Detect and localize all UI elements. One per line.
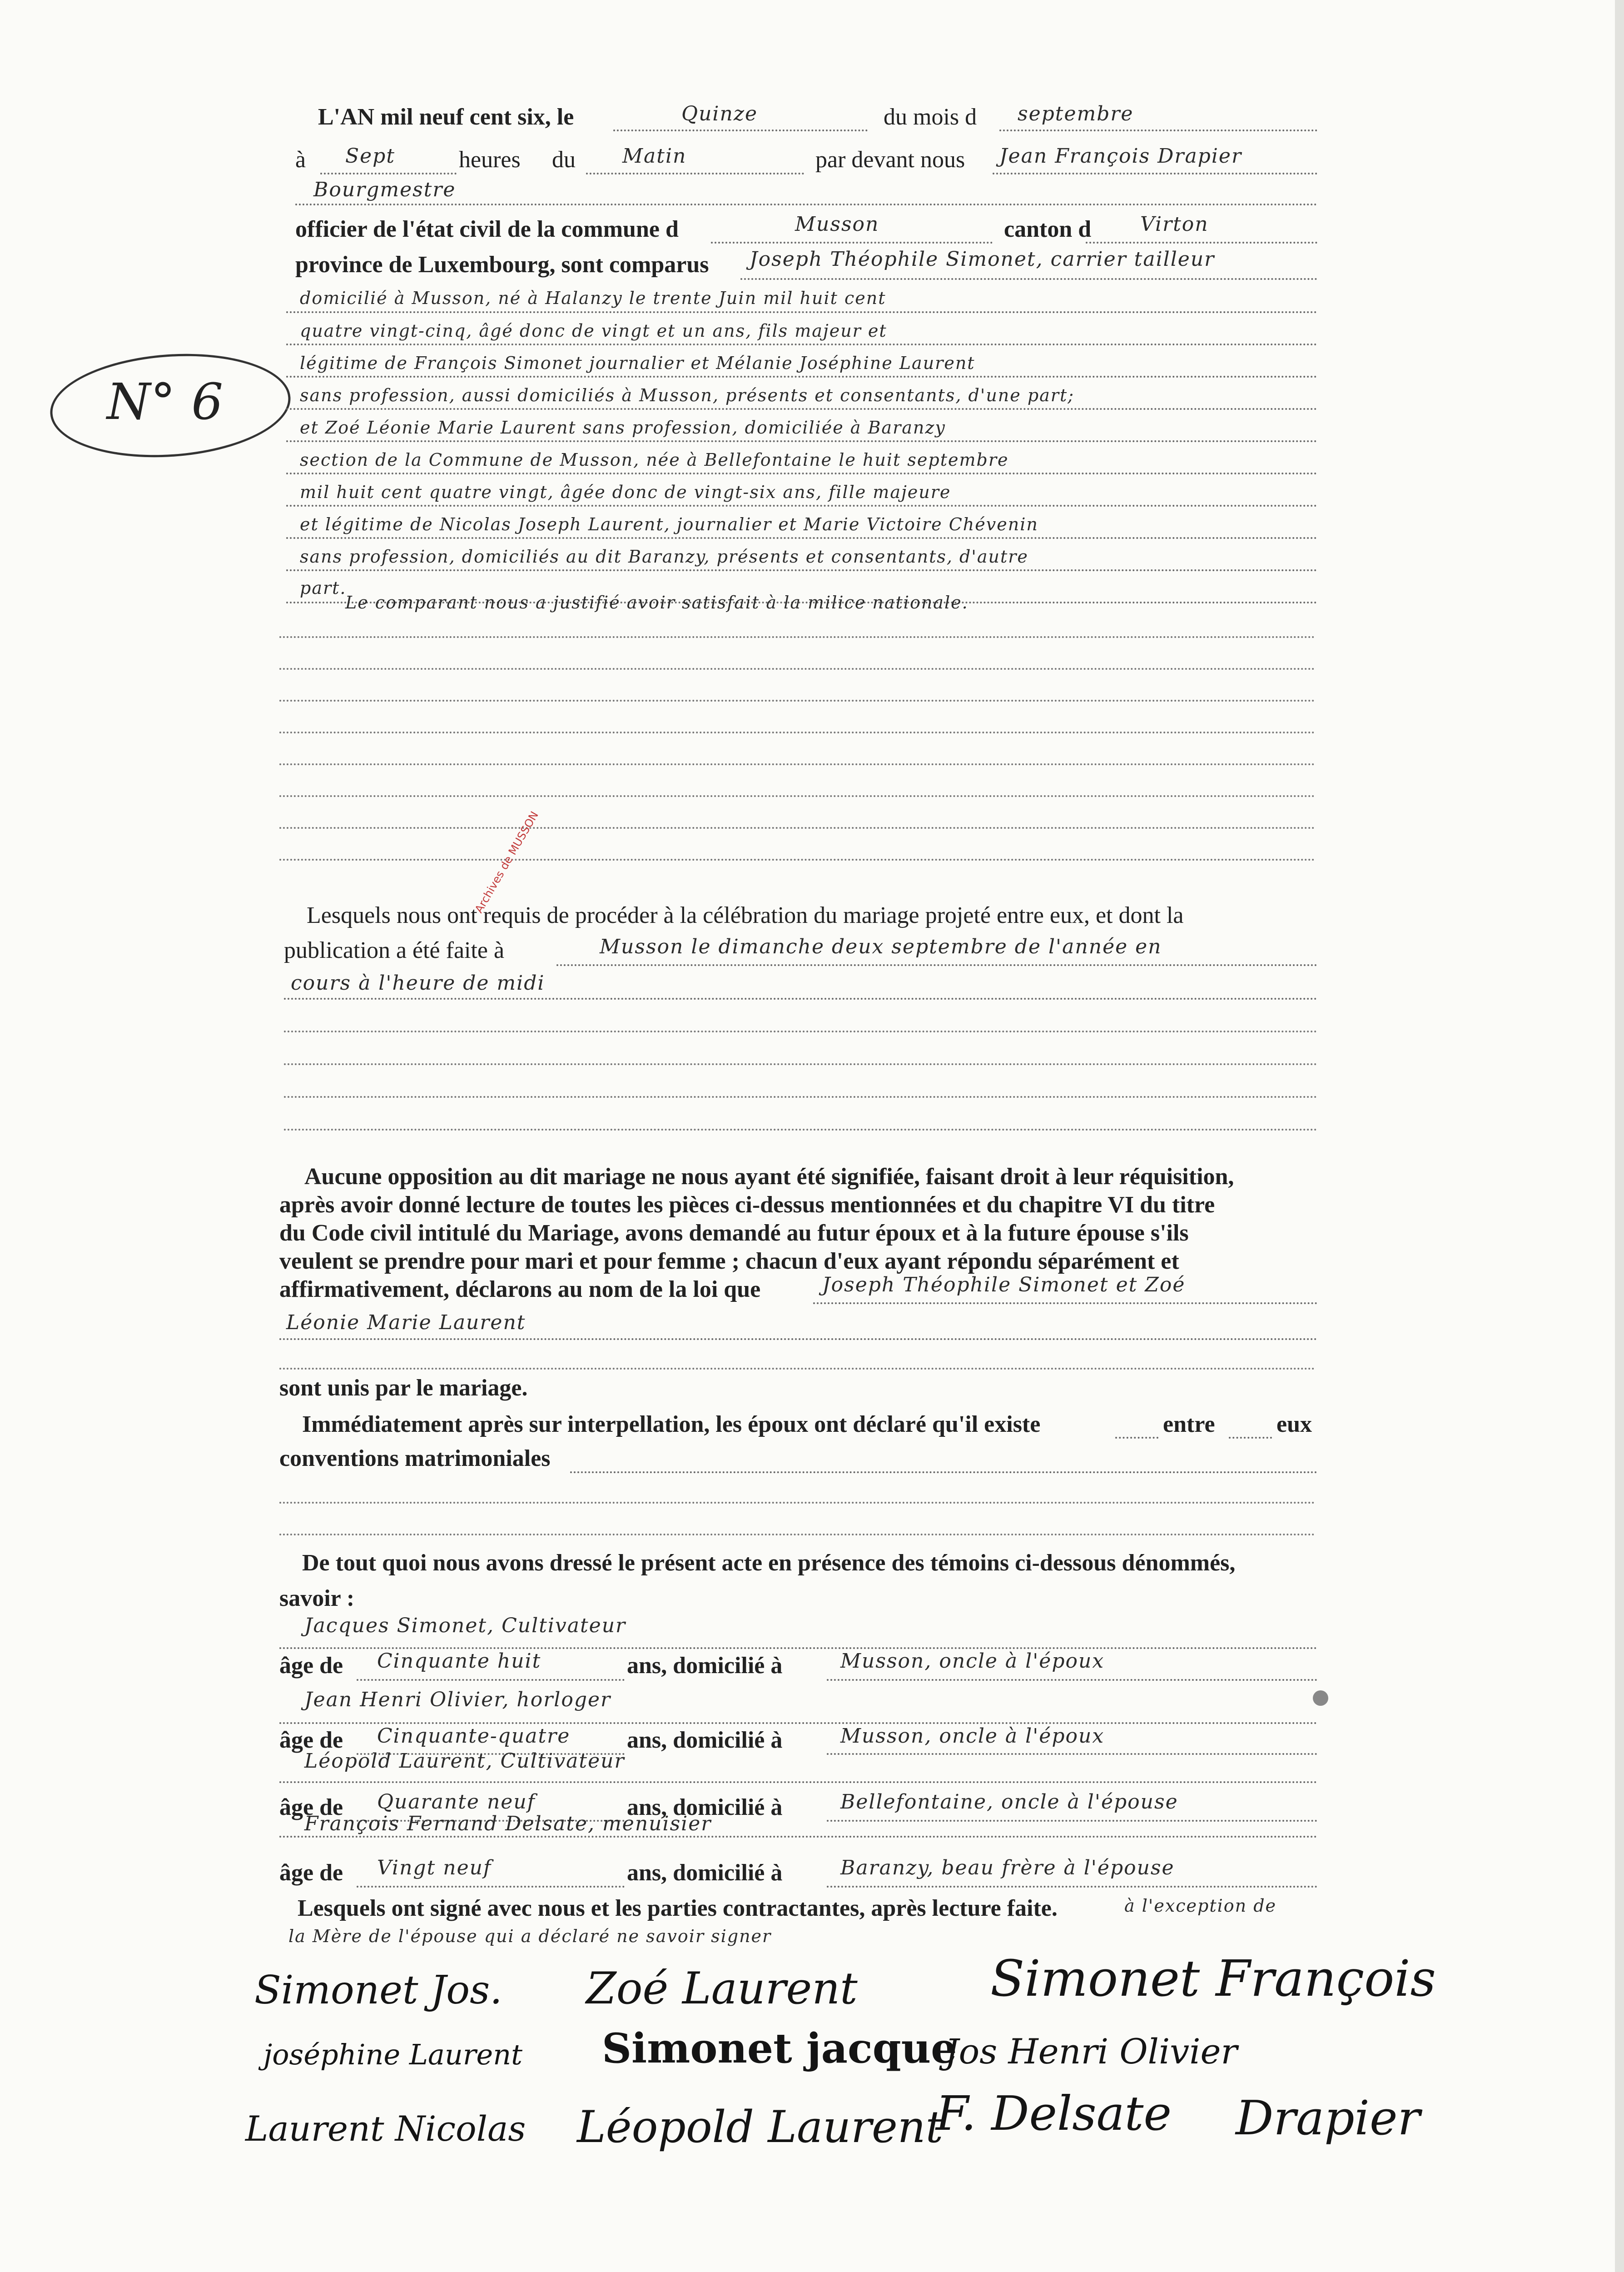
declaration-line: Aucune opposition au dit mariage ne nous ayant été signifiée, faisant droit à leur réquisition, xyxy=(304,1164,1234,1190)
witnesses-intro: De tout quoi nous avons dressé le présent acte en présence des témoins ci-dessous dénommés, xyxy=(302,1550,1236,1576)
dotted-line xyxy=(1115,1437,1158,1439)
dotted-line xyxy=(279,1781,1317,1783)
closing-exception-2: la Mère de l'épouse qui a déclaré ne savoir signer xyxy=(288,1926,772,1946)
conventions-label: conventions matrimoniales xyxy=(279,1445,551,1471)
officer-name: Jean François Drapier xyxy=(999,144,1242,168)
parties-line: domicilié à Musson, né à Halanzy le trente Juin mil huit cent xyxy=(300,288,886,308)
signature-witness-3: Léopold Laurent xyxy=(577,2102,944,2152)
archive-stamp: Archives de MUSSON xyxy=(472,809,541,915)
dotted-line xyxy=(613,130,868,131)
witness-3-residence: Bellefontaine, oncle à l'épouse xyxy=(840,1790,1178,1814)
spouses-names-1: Joseph Théophile Simonet et Zoé xyxy=(822,1273,1186,1296)
dotted-line xyxy=(286,440,1317,442)
dotted-line xyxy=(827,1886,1317,1888)
declaration-line: affirmativement, déclarons au nom de la loi que xyxy=(279,1276,761,1302)
blank-rule xyxy=(279,1502,1315,1504)
blank-rule xyxy=(279,700,1315,702)
dotted-line xyxy=(286,473,1317,474)
canton-label: canton d xyxy=(1004,216,1092,242)
interpellation-text: Immédiatement après sur interpellation, les époux ont déclaré qu'il existe xyxy=(302,1411,1041,1437)
dotted-line xyxy=(556,964,1317,966)
du-label: du xyxy=(552,147,576,173)
publication-place-date: Musson le dimanche deux septembre de l'année en xyxy=(600,935,1162,958)
witness-2-age: Cinquante-quatre xyxy=(377,1724,571,1748)
publication-line-1: Lesquels nous ont requis de procéder à la célébration du mariage projeté entre eux, et dont la xyxy=(307,902,1184,928)
a-label: à xyxy=(295,147,306,173)
dotted-line xyxy=(813,1302,1317,1304)
punch-hole xyxy=(1313,1690,1328,1706)
entry-number: N° 6 xyxy=(107,373,223,431)
dotted-line xyxy=(286,311,1317,313)
month-label: du mois d xyxy=(884,104,977,130)
spouses-names-2: Léonie Marie Laurent xyxy=(286,1311,526,1334)
blank-rule xyxy=(279,795,1315,797)
blank-rule xyxy=(279,1534,1315,1535)
dotted-line xyxy=(279,1722,1317,1724)
witness-age-label: âge de xyxy=(279,1860,343,1886)
blank-rule xyxy=(284,1063,1317,1065)
dotted-line xyxy=(279,1836,1317,1838)
witness-age-label: âge de xyxy=(279,1794,343,1820)
parties-line: et Zoé Léonie Marie Laurent sans profession, domiciliée à Baranzy xyxy=(300,418,946,438)
dotted-line xyxy=(827,1679,1317,1681)
witness-1-age: Cinquante huit xyxy=(377,1649,541,1673)
groom-name: Joseph Théophile Simonet, carrier tailleur xyxy=(750,248,1215,271)
witness-ans-label: ans, domicilié à xyxy=(627,1860,783,1886)
blank-rule xyxy=(279,827,1315,829)
witness-2-name: Jean Henri Olivier, horloger xyxy=(304,1688,611,1711)
dotted-line xyxy=(1229,1437,1272,1439)
parties-line: section de la Commune de Musson, née à Bellefontaine le huit septembre xyxy=(300,450,1009,470)
dotted-line xyxy=(1086,242,1317,244)
declaration-line: du Code civil intitulé du Mariage, avons demandé au futur époux et à la future épouse s'ils xyxy=(279,1220,1189,1246)
month-value: septembre xyxy=(1018,102,1134,125)
parties-line: sans profession, domiciliés au dit Baranzy, présents et consentants, d'autre xyxy=(300,547,1028,567)
witness-3-name: Léopold Laurent, Cultivateur xyxy=(304,1749,625,1773)
witness-age-label: âge de xyxy=(279,1727,343,1753)
witness-ans-label: ans, domicilié à xyxy=(627,1727,783,1753)
witness-2-residence: Musson, oncle à l'époux xyxy=(840,1724,1105,1748)
province-label: province de Luxembourg, sont comparus xyxy=(295,252,709,278)
dotted-line xyxy=(286,408,1317,410)
dotted-line xyxy=(295,204,1317,205)
witness-1-name: Jacques Simonet, Cultivateur xyxy=(304,1614,626,1637)
dotted-line xyxy=(999,130,1317,131)
dotted-line xyxy=(320,173,457,174)
parties-line: et légitime de Nicolas Joseph Laurent, journalier et Marie Victoire Chévenin xyxy=(300,514,1038,534)
dotted-line xyxy=(279,1647,1317,1649)
united-text: sont unis par le mariage. xyxy=(279,1375,528,1401)
witness-4-age: Vingt neuf xyxy=(377,1856,492,1879)
dotted-line xyxy=(286,569,1317,571)
dotted-line xyxy=(570,1471,1317,1473)
officer-title: Bourgmestre xyxy=(313,178,456,201)
hour-value: Sept xyxy=(345,144,396,168)
canton-value: Virton xyxy=(1140,213,1209,236)
dotted-line xyxy=(286,376,1317,378)
signature-father-bride: Laurent Nicolas xyxy=(245,2108,526,2149)
dotted-line xyxy=(993,173,1317,174)
signature-officer: Drapier xyxy=(1236,2090,1420,2146)
parties-line: mil huit cent quatre vingt, âgée donc de vingt-six ans, fille majeure xyxy=(300,482,951,502)
signature-groom: Simonet Jos. xyxy=(254,1968,502,2013)
closing-printed: Lesquels ont signé avec nous et les parties contractantes, après lecture faite. xyxy=(298,1895,1058,1921)
period-value: Matin xyxy=(622,144,687,168)
signature-father-groom: Simonet François xyxy=(990,1949,1436,2008)
blank-rule xyxy=(284,1031,1317,1032)
dotted-line xyxy=(279,1338,1317,1340)
parties-line: part. xyxy=(300,578,347,598)
signature-witness-4: F. Delsate xyxy=(936,2086,1172,2141)
dotted-line xyxy=(711,242,993,244)
par-devant-label: par devant nous xyxy=(815,147,965,173)
dotted-line xyxy=(357,1886,625,1888)
witness-4-name: François Fernand Delsate, menuisier xyxy=(304,1812,712,1835)
witness-ans-label: ans, domicilié à xyxy=(627,1794,783,1820)
scan-edge xyxy=(1615,0,1624,2272)
witness-age-label: âge de xyxy=(279,1653,343,1679)
commune-value: Musson xyxy=(795,213,879,236)
blank-rule xyxy=(279,668,1315,670)
parties-line: légitime de François Simonet journalier et Mélanie Joséphine Laurent xyxy=(300,353,975,373)
witness-4-residence: Baranzy, beau frère à l'épouse xyxy=(840,1856,1175,1879)
blank-rule xyxy=(279,1368,1315,1370)
blank-rule xyxy=(279,859,1315,861)
officer-label: officier de l'état civil de la commune d xyxy=(295,216,679,242)
day-value: Quinze xyxy=(681,102,758,125)
entre-label: entre xyxy=(1163,1411,1215,1437)
witness-ans-label: ans, domicilié à xyxy=(627,1653,783,1679)
signature-bride: Zoé Laurent xyxy=(586,1963,858,2014)
dotted-line xyxy=(357,1679,625,1681)
signature-witness-2: Jos Henri Olivier xyxy=(945,2031,1237,2072)
heures-label: heures xyxy=(459,147,521,173)
publication-line-2: publication a été faite à xyxy=(284,937,505,963)
witness-1-residence: Musson, oncle à l'époux xyxy=(840,1649,1105,1673)
blank-rule xyxy=(279,763,1315,765)
dotted-line xyxy=(740,278,1317,280)
dotted-line xyxy=(286,505,1317,507)
header-year-label: L'AN mil neuf cent six, le xyxy=(318,104,574,130)
savoir-label: savoir : xyxy=(279,1585,355,1611)
dotted-line xyxy=(286,537,1317,539)
declaration-line: après avoir donné lecture de toutes les pièces ci-dessus mentionnées et du chapitre VI du titre xyxy=(279,1192,1215,1218)
eux-label: eux xyxy=(1276,1411,1312,1437)
blank-rule xyxy=(279,636,1315,638)
dotted-line xyxy=(827,1753,1317,1755)
parties-line: Le comparant nous a justifié avoir satisfait à la milice nationale. xyxy=(345,593,968,613)
parties-line: quatre vingt-cinq, âgé donc de vingt et un ans, fils majeur et xyxy=(300,321,887,341)
publication-place-date-cont: cours à l'heure de midi xyxy=(291,972,545,995)
dotted-line xyxy=(586,173,804,174)
blank-rule xyxy=(279,732,1315,733)
blank-rule xyxy=(284,1129,1317,1131)
dotted-line xyxy=(284,998,1317,1000)
witness-3-age: Quarante neuf xyxy=(377,1790,536,1814)
dotted-line xyxy=(286,344,1317,345)
signature-mother-groom: joséphine Laurent xyxy=(263,2038,523,2071)
signature-witness-1: Simonet jacque xyxy=(602,2024,957,2073)
parties-line: sans profession, aussi domiciliés à Musson, présents et consentants, d'une part; xyxy=(300,385,1075,405)
dotted-line xyxy=(827,1820,1317,1822)
closing-exception-1: à l'exception de xyxy=(1124,1896,1277,1916)
blank-rule xyxy=(284,1096,1317,1098)
declaration-line: veulent se prendre pour mari et pour femme ; chacun d'eux ayant répondu séparément et xyxy=(279,1248,1179,1274)
